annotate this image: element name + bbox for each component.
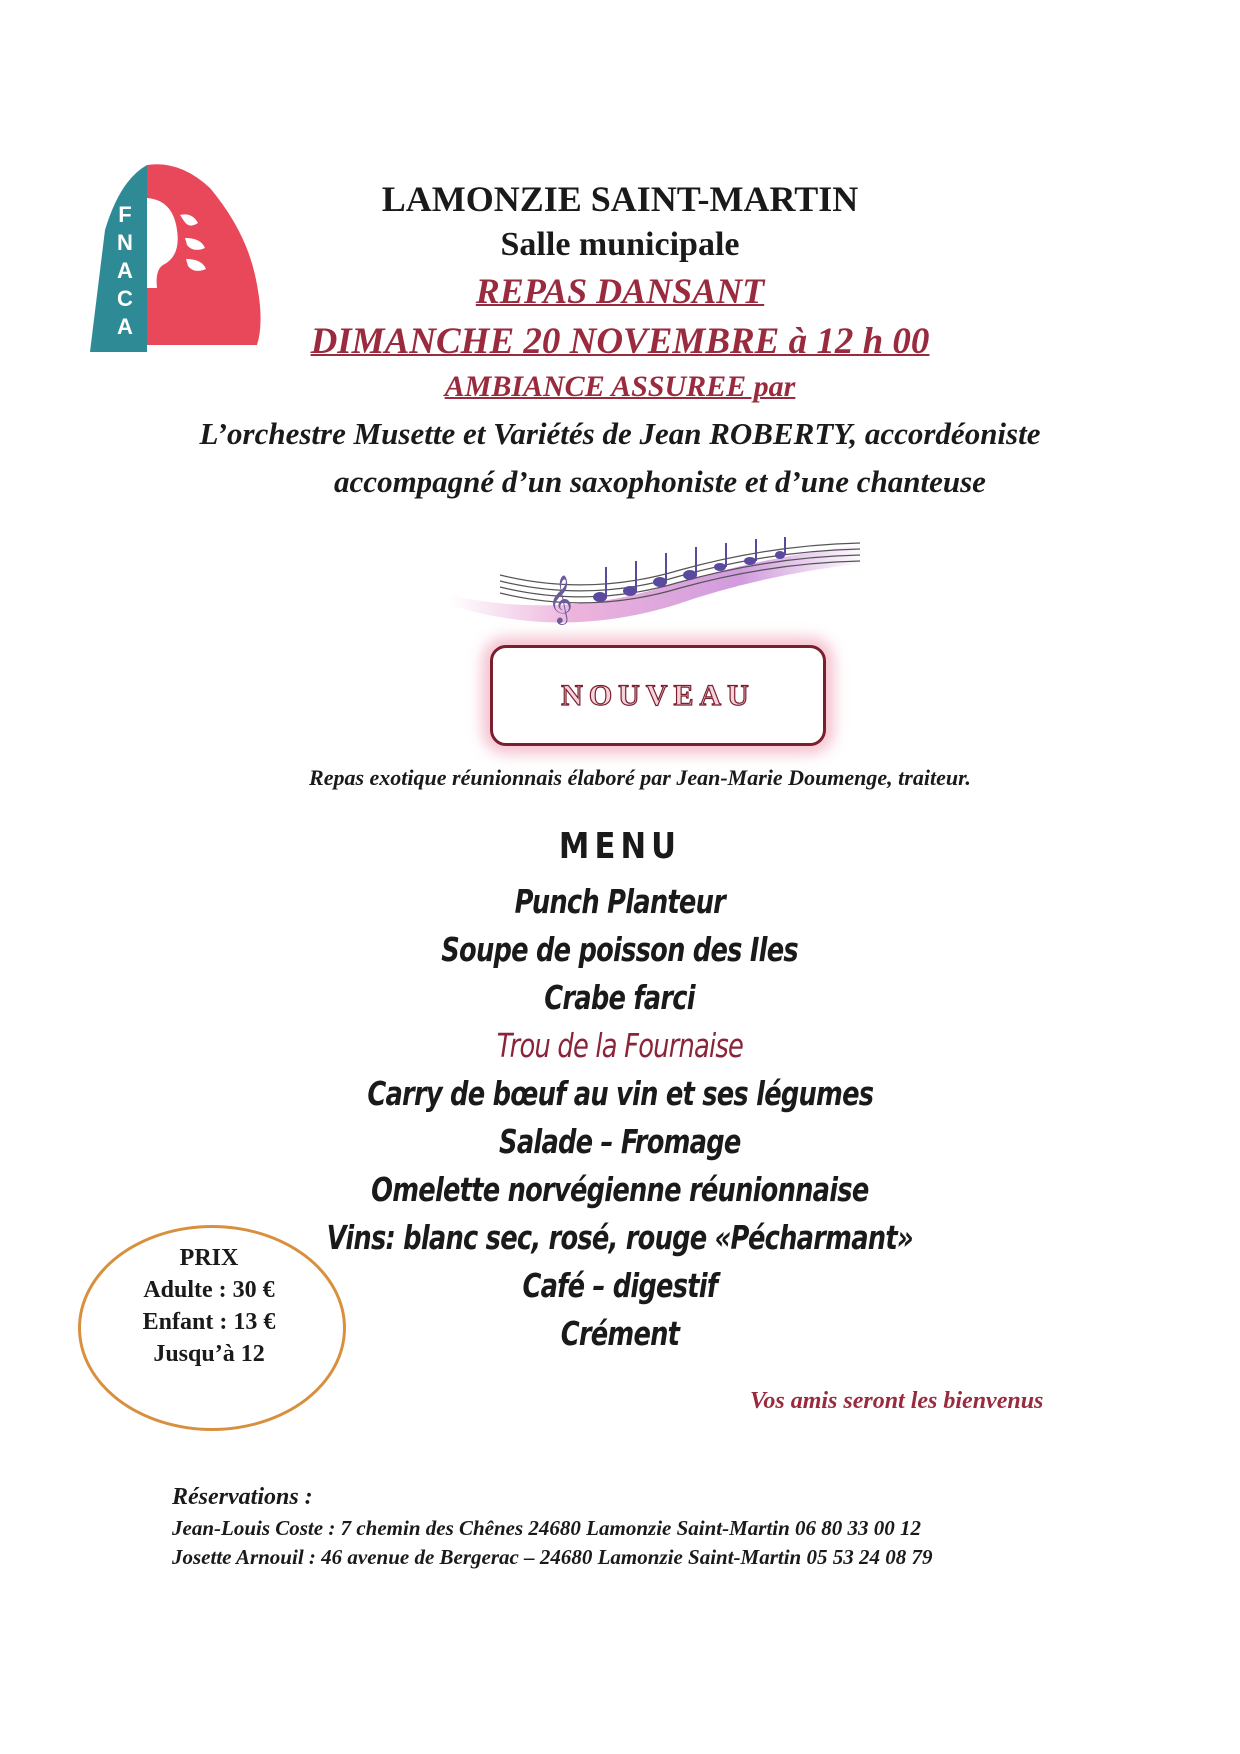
exotic-note: Repas exotique réunionnais élaboré par Jean-Marie Doumenge, traiteur. [309,765,971,790]
event-date: DIMANCHE 20 NOVEMBRE à 12 h 00 [310,321,930,362]
reservation-contact: Josette Arnouil : 46 avenue de Bergerac – 24680 Lamonzie Saint-Martin 05 53 24 08 79 [172,1545,933,1569]
price-block [78,1242,340,1370]
ambiance-line: AMBIANCE ASSUREE par [444,370,796,403]
menu-item: Soupe de poisson des Iles [441,930,799,969]
menu-item: Café – digestif [522,1266,718,1305]
menu-item: Crément [560,1314,680,1353]
reservations-title: Réservations : [172,1484,313,1510]
reservations-block [172,1483,933,1572]
svg-text:N: N [117,230,133,255]
reservation-contact: Jean-Louis Coste : 7 chemin des Chênes 24680 Lamonzie Saint-Martin 06 80 33 00 12 [172,1516,922,1540]
menu-item: Crabe farci [544,978,696,1017]
event-title: REPAS DANSANT [475,271,765,311]
welcome-note: Vos amis seront les bienvenus [750,1388,1044,1414]
nouveau-banner [490,645,826,746]
menu-item: Omelette norvégienne réunionnaise [371,1170,869,1209]
price-title: PRIX [179,1245,239,1271]
menu-item: Salade – Fromage [499,1122,741,1161]
venue: Salle municipale [500,226,740,263]
svg-text:A: A [117,314,133,339]
svg-text:A: A [117,258,133,283]
svg-text:C: C [117,286,133,311]
music-notes-icon [440,535,870,635]
menu-item: Trou de la Fournaise [496,1026,744,1065]
nouveau-label: NOUVEAU [561,678,755,712]
price-adult: Adulte : 30 € [143,1277,275,1303]
menu-title: MENU [558,826,682,867]
svg-text:F: F [118,202,132,227]
price-age-limit: Jusqu’à 12 [153,1341,265,1367]
town-name: LAMONZIE SAINT-MARTIN [381,179,859,219]
svg-text:𝄞: 𝄞 [548,574,573,623]
price-child: Enfant : 13 € [142,1309,276,1335]
menu-item: Carry de bœuf au vin et ses légumes [367,1074,873,1113]
menu-item: Vins: blanc sec, rosé, rouge «Pécharmant» [326,1218,914,1257]
menu-item: Punch Planteur [514,882,726,921]
orchestra-line-1: L’orchestre Musette et Variétés de Jean ROBERTY, accordéoniste [199,416,1041,451]
orchestra-line-2: accompagné d’un saxophoniste et d’une chanteuse [334,464,986,499]
